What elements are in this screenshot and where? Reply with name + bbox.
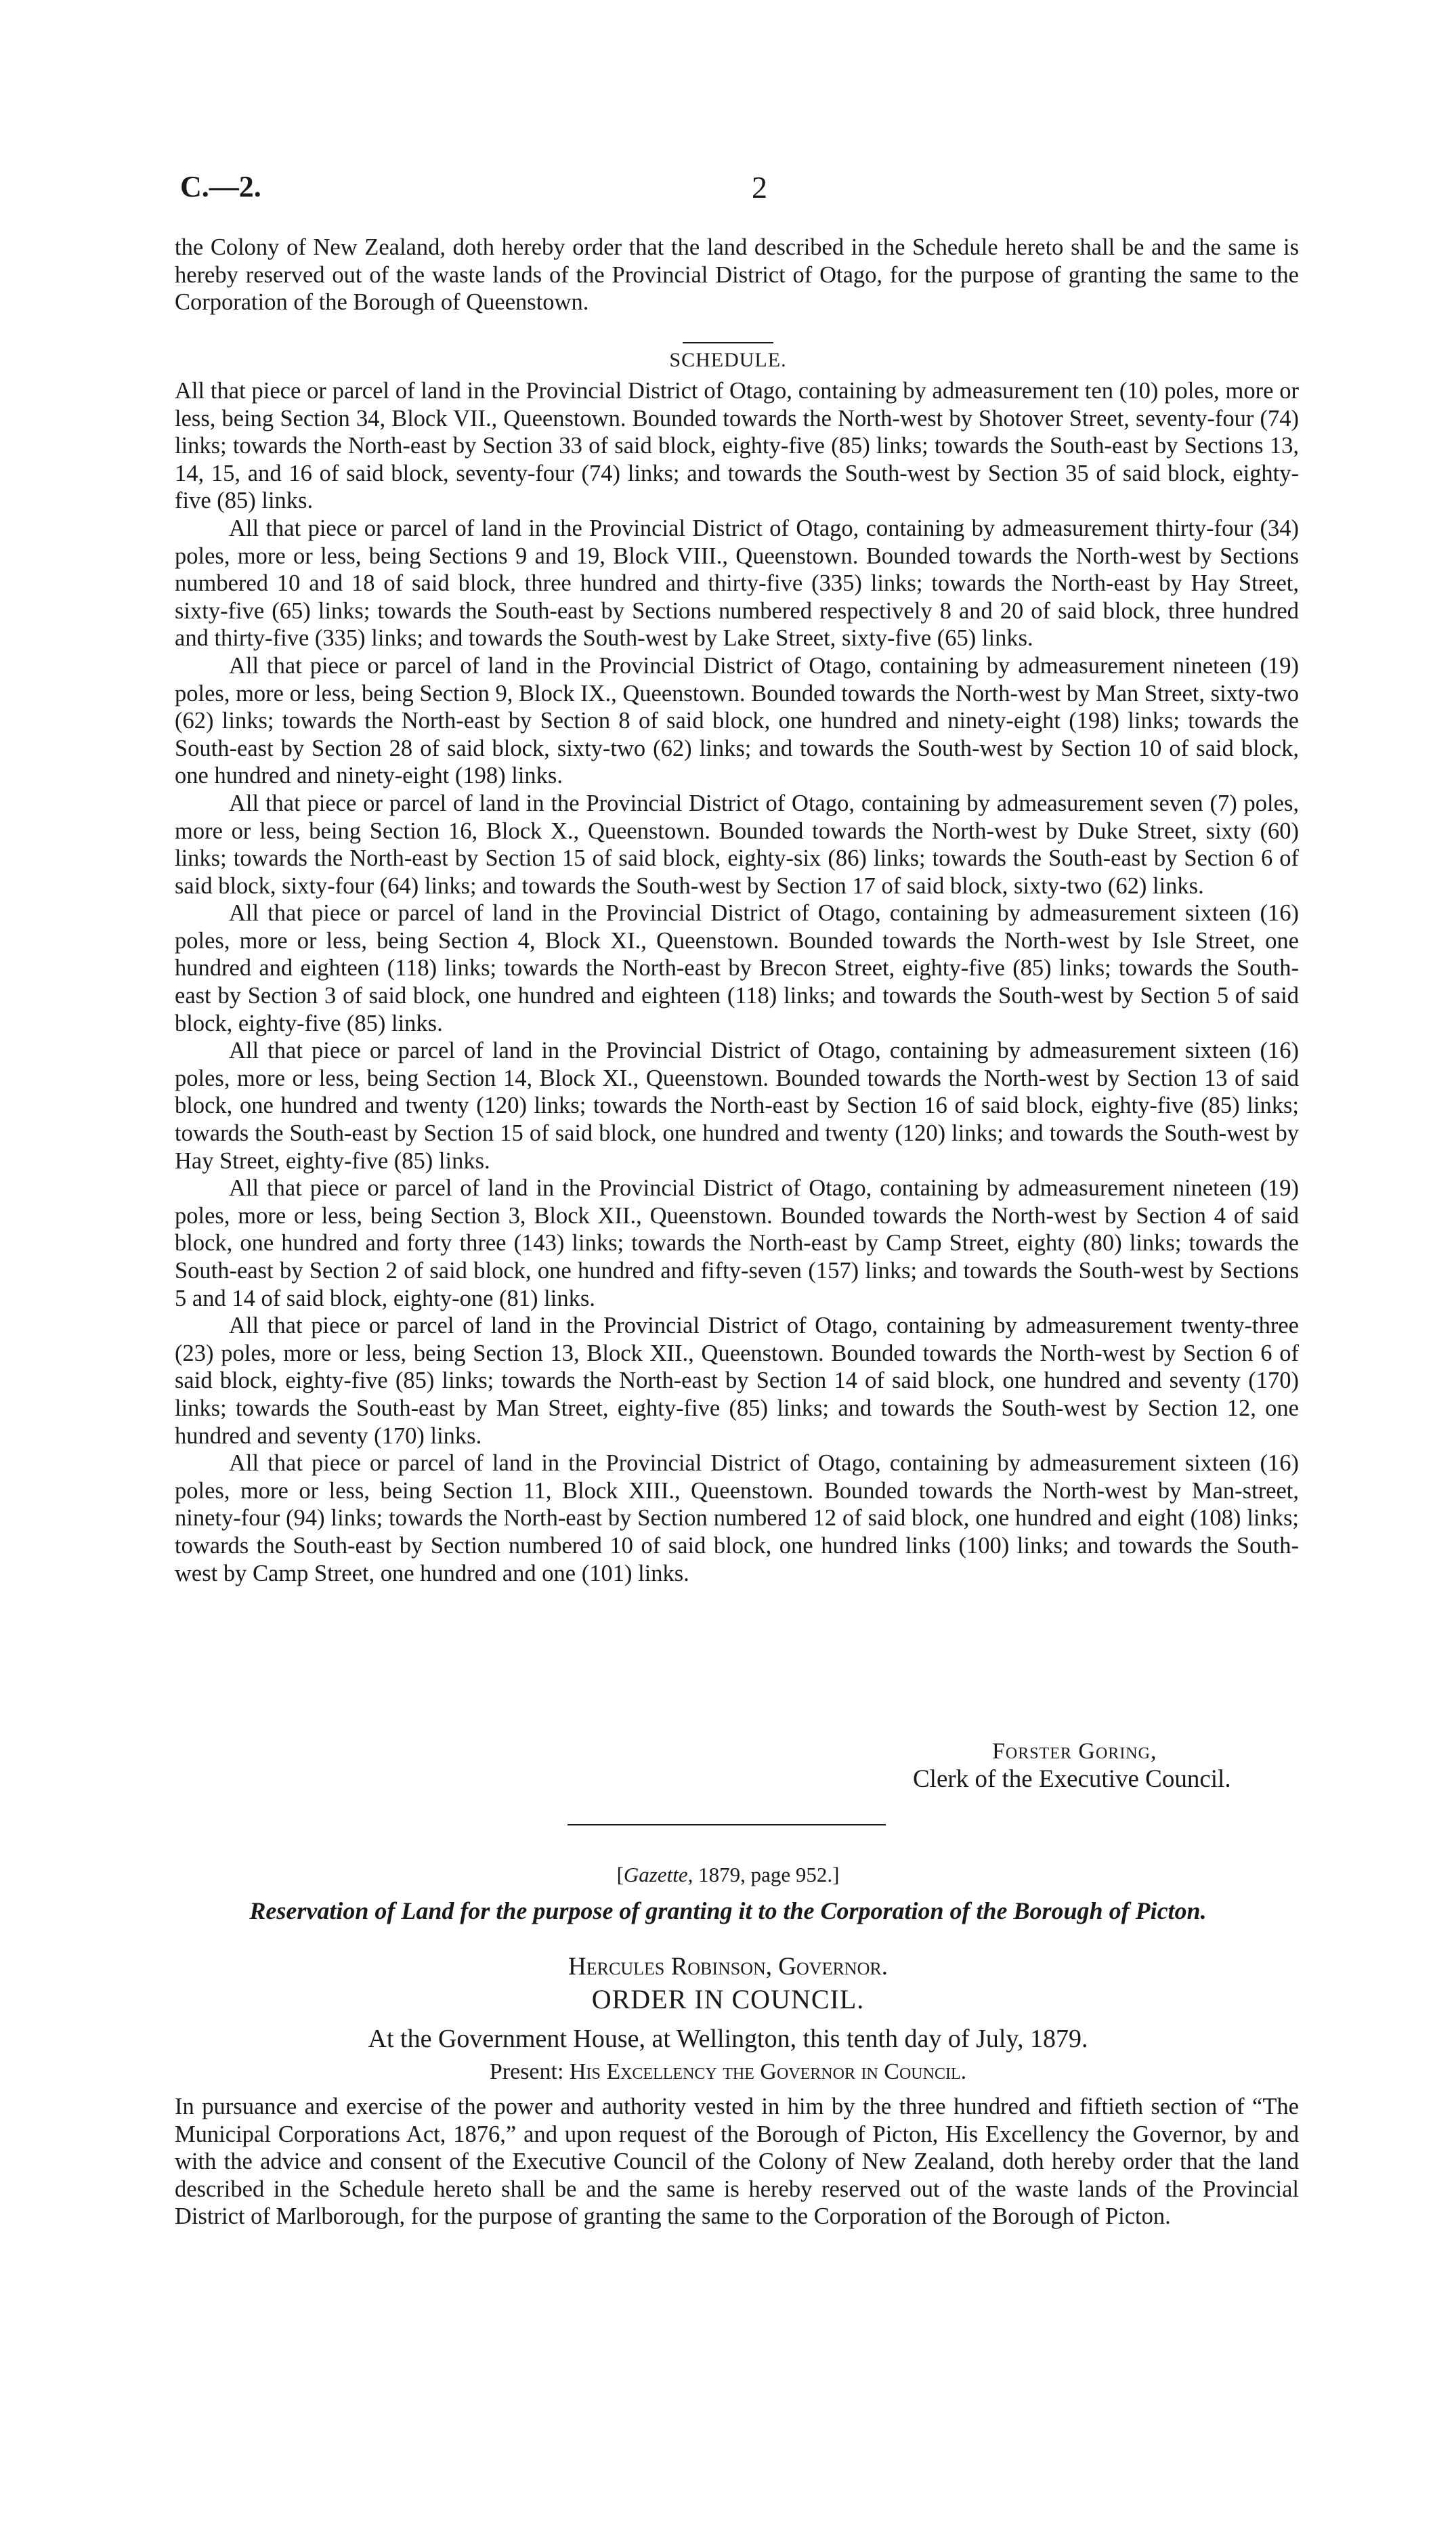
order-heading: ORDER IN COUNCIL. [591,1984,865,2014]
signatory-title: Clerk of the Executive Council. [913,1765,1231,1793]
gazette-details: 1879, page 952.] [693,1863,840,1886]
signatory-name: Forster Goring, [992,1739,1157,1764]
schedule-item: All that piece or parcel of land in the Provincial District of Otago, containing by admeasurement sixteen (16) poles, more or less, being Section 11, Block XIII., Queenstown. Bounded towards the North-west by Man-street, ninety-four (94) links; towards the North-east by Section numbered 12 of said block, one hundred and eight (108) links; towards the South-east by Section numbered 10 of said block, one hundred links (100) links; and towards the South-west by Camp Street, one hundred and one (101) links. [175,1450,1299,1586]
section-rule [568,1824,886,1825]
date-location-line: At the Government House, at Wellington, this tenth day of July, 1879. [368,2025,1088,2053]
gazette-open: [ [616,1863,624,1886]
present-value: His Excellency the Governor in Council. [569,2059,967,2084]
short-rule [683,342,773,343]
page-number: 2 [752,170,767,205]
document-code: C.—2. [180,170,261,203]
reservation-title: Reservation of Land for the purpose of granting it to the Corporation of the Borough of Picton. [249,1897,1207,1924]
schedule-heading: SCHEDULE. [669,349,787,371]
intro-paragraph [175,234,1299,316]
schedule-item: All that piece or parcel of land in the Provincial District of Otago, containing by admeasurement ten (10) poles, more or less, being Section 34, Block VII., Queenstown. Bounded towards the North-west by Shotover Street, seventy-four (74) links; towards the North-east by Section 33 of said block, eighty-five (85) links; towards the South-east by Sections 13, 14, 15, and 16 of said block, seventy-four (74) links; and towards the South-west by Section 35 of said block, eighty-five (85) links. [175,378,1299,514]
schedule-item: All that piece or parcel of land in the Provincial District of Otago, containing by admeasurement nineteen (19) poles, more or less, being Section 3, Block XII., Queenstown. Bounded towards the North-west by Section 4 of said block, one hundred and forty three (143) links; towards the North-east by Camp Street, eighty (80) links; towards the South-east by Section 2 of said block, one hundred and fifty-seven (157) links; and towards the South-west by Sections 5 and 14 of said block, eighty-one (81) links. [175,1175,1299,1311]
gazette-reference [0,1863,1456,1887]
intro-text: the Colony of New Zealand, doth hereby order that the land described in the Schedule hereto shall be and the same is hereby reserved out of the waste lands of the Provincial District of Otago, for the purpose of granting the same to the Corporation of the Borough of Queenstown. [175,234,1299,316]
schedule-list [175,377,1299,1587]
schedule-item: All that piece or parcel of land in the Provincial District of Otago, containing by admeasurement sixteen (16) poles, more or less, being Section 4, Block XI., Queenstown. Bounded towards the North-west by Isle Street, one hundred and eighteen (118) links; towards the North-east by Brecon Street, eighty-five (85) links; towards the South-east by Section 3 of said block, one hundred and eighteen (118) links; and towards the South-west by Section 5 of said block, eighty-five (85) links. [175,900,1299,1036]
present-label: Present: [489,2059,564,2084]
schedule-item: All that piece or parcel of land in the Provincial District of Otago, containing by admeasurement seven (7) poles, more or less, being Section 16, Block X., Queenstown. Bounded towards the North-west by Duke Street, sixty (60) links; towards the North-east by Section 15 of said block, eighty-six (86) links; towards the South-east by Section 6 of said block, sixty-four (64) links; and towards the South-west by Section 17 of said block, sixty-two (62) links. [175,790,1299,899]
gazette-name: Gazette, [623,1863,693,1886]
schedule-item: All that piece or parcel of land in the Provincial District of Otago, containing by admeasurement sixteen (16) poles, more or less, being Section 14, Block XI., Queenstown. Bounded towards the North-west by Section 13 of said block, one hundred and twenty (120) links; towards the North-east by Section 16 of said block, eighty-five (85) links; towards the South-east by Section 15 of said block, one hundred and twenty (120) links; and towards the South-west by Hay Street, eighty-five (85) links. [175,1038,1299,1174]
order-text: In pursuance and exercise of the power and authority vested in him by the three hundred and fiftieth section of “The Municipal Corporations Act, 1876,” and upon request of the Borough of Picton, His Excellency the Governor, by and with the advice and consent of the Executive Council of the Colony of New Zealand, doth hereby order that the land described in the Schedule hereto shall be and the same is hereby reserved out of the waste lands of the Provincial District of Marlborough, for the purpose of granting the same to the Corporation of the Borough of Picton. [175,2094,1299,2230]
schedule-item: All that piece or parcel of land in the Provincial District of Otago, containing by admeasurement nineteen (19) poles, more or less, being Section 9, Block IX., Queenstown. Bounded towards the North-west by Man Street, sixty-two (62) links; towards the North-east by Section 8 of said block, one hundred and ninety-eight (198) links; towards the South-east by Section 28 of said block, sixty-two (62) links; and towards the South-west by Section 10 of said block, one hundred and ninety-eight (198) links. [175,652,1299,789]
schedule-item: All that piece or parcel of land in the Provincial District of Otago, containing by admeasurement twenty-three (23) poles, more or less, being Section 13, Block XII., Queenstown. Bounded towards the North-west by Section 6 of said block, eighty-five (85) links; towards the North-east by Section 14 of said block, one hundred and seventy (170) links; towards the South-east by Man Street, eighty-five (85) links; and towards the South-west by Section 12, one hundred and seventy (170) links. [175,1313,1299,1449]
present-line [0,2059,1456,2085]
schedule-item: All that piece or parcel of land in the Provincial District of Otago, containing by admeasurement thirty-four (34) poles, more or less, being Sections 9 and 19, Block VIII., Queenstown. Bounded towards the North-west by Sections numbered 10 and 18 of said block, three hundred and thirty-five (335) links; towards the North-east by Hay Street, sixty-five (65) links; towards the South-east by Sections numbered respectively 8 and 20 of said block, three hundred and thirty-five (335) links; and towards the South-west by Lake Street, sixty-five (65) links. [175,515,1299,652]
order-paragraph [175,2093,1299,2231]
governor-line: Hercules Robinson, Governor. [568,1953,888,1981]
